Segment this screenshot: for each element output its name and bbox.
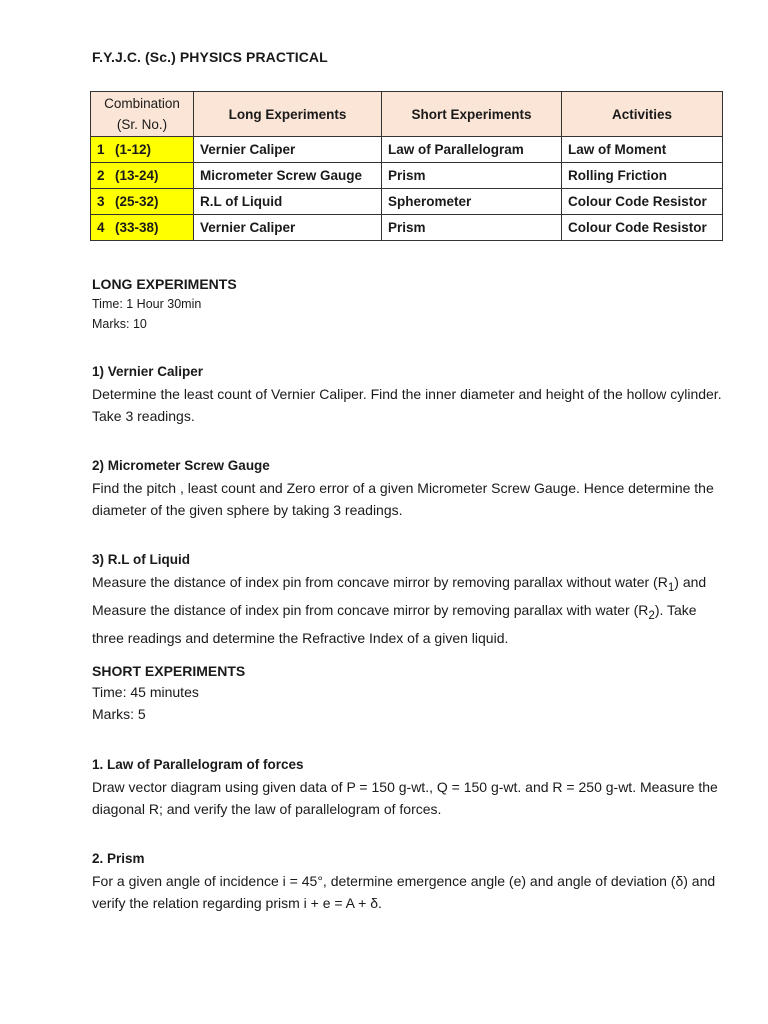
combination-range: (33-38) xyxy=(115,220,159,235)
experiment-title: 2. Prism xyxy=(92,851,145,866)
activity-cell: Law of Moment xyxy=(562,137,723,163)
long-experiment-item xyxy=(92,549,732,649)
activity-cell: Colour Code Resistor xyxy=(562,189,723,215)
table-row xyxy=(91,163,723,189)
experiment-title: 3) R.L of Liquid xyxy=(92,552,190,567)
header-combination-line2: (Sr. No.) xyxy=(116,117,168,132)
long-experiment-item xyxy=(92,361,732,427)
subscript-1: 1 xyxy=(667,580,675,594)
combination-range: (25-32) xyxy=(115,194,159,209)
table-row xyxy=(91,189,723,215)
table-row xyxy=(91,215,723,241)
short-experiments-marks: Marks: 5 xyxy=(92,706,146,722)
experiment-body: Determine the least count of Vernier Caliper. Find the inner diameter and height of the hollow cylinder. Take 3 readings. xyxy=(92,386,722,424)
combination-number: 1 xyxy=(97,142,105,157)
experiment-title: 2) Micrometer Screw Gauge xyxy=(92,458,270,473)
combination-cell xyxy=(91,215,194,241)
long-experiments-time: Time: 1 Hour 30min xyxy=(92,297,202,311)
experiment-body: For a given angle of incidence i = 45°, determine emergence angle (e) and angle of deviation (δ) and verify the relation regarding prism i + e = A + δ. xyxy=(92,873,716,911)
short-experiment-item xyxy=(92,754,732,820)
experiment-body: Draw vector diagram using given data of P = 150 g-wt., Q = 150 g-wt. and R = 250 g-wt. Measure the diagonal R; and verify the law of parallelogram of forces. xyxy=(92,779,718,817)
long-experiment-cell: Vernier Caliper xyxy=(194,215,382,241)
combination-cell xyxy=(91,163,194,189)
activity-cell: Rolling Friction xyxy=(562,163,723,189)
short-experiments-header xyxy=(92,661,732,725)
short-experiment-cell: Law of Parallelogram xyxy=(382,137,562,163)
combination-range: (13-24) xyxy=(115,168,159,183)
short-experiments-time: Time: 45 minutes xyxy=(92,684,199,700)
long-experiment-item xyxy=(92,455,732,521)
experiment-body: Find the pitch , least count and Zero error of a given Micrometer Screw Gauge. Hence determine the diameter of the given sphere by taking 3 readings. xyxy=(92,480,714,518)
combination-number: 2 xyxy=(97,168,105,183)
long-experiment-cell: R.L of Liquid xyxy=(194,189,382,215)
long-experiments-heading: LONG EXPERIMENTS xyxy=(92,276,237,292)
experiment-body-part3: ). Take three readings and determine the Refractive Index of a given liquid. xyxy=(92,601,697,646)
experiment-title: 1. Law of Parallelogram of forces xyxy=(92,757,304,772)
experiment-body-part1: Measure the distance of index pin from concave mirror by removing parallax without water (R xyxy=(92,574,668,590)
header-combination-line1: Combination xyxy=(104,96,180,111)
subscript-2: 2 xyxy=(648,608,655,622)
combination-table xyxy=(90,91,723,241)
combination-number: 4 xyxy=(97,220,105,235)
header-short-experiments: Short Experiments xyxy=(382,92,562,137)
short-experiment-cell: Spherometer xyxy=(382,189,562,215)
header-long-experiments: Long Experiments xyxy=(194,92,382,137)
page-title: F.Y.J.C. (Sc.) PHYSICS PRACTICAL xyxy=(92,49,328,65)
long-experiment-cell: Vernier Caliper xyxy=(194,137,382,163)
short-experiment-cell: Prism xyxy=(382,163,562,189)
table-header-row xyxy=(91,92,723,137)
short-experiments-heading: SHORT EXPERIMENTS xyxy=(92,663,246,679)
short-experiment-cell: Prism xyxy=(382,215,562,241)
combination-number: 3 xyxy=(97,194,105,209)
combination-cell xyxy=(91,137,194,163)
long-experiments-header xyxy=(92,274,732,334)
header-activities: Activities xyxy=(562,92,723,137)
experiment-title: 1) Vernier Caliper xyxy=(92,364,204,379)
experiment-body xyxy=(92,571,732,649)
long-experiment-cell: Micrometer Screw Gauge xyxy=(194,163,382,189)
long-experiments-marks: Marks: 10 xyxy=(92,317,147,331)
short-experiment-item xyxy=(92,848,732,914)
header-combination xyxy=(91,92,194,137)
combination-cell xyxy=(91,189,194,215)
activity-cell: Colour Code Resistor xyxy=(562,215,723,241)
experiment-body-part2: ) and Measure the distance of index pin from concave mirror by removing parallax with water (R xyxy=(92,574,707,618)
table-row xyxy=(91,137,723,163)
combination-range: (1-12) xyxy=(115,142,152,157)
